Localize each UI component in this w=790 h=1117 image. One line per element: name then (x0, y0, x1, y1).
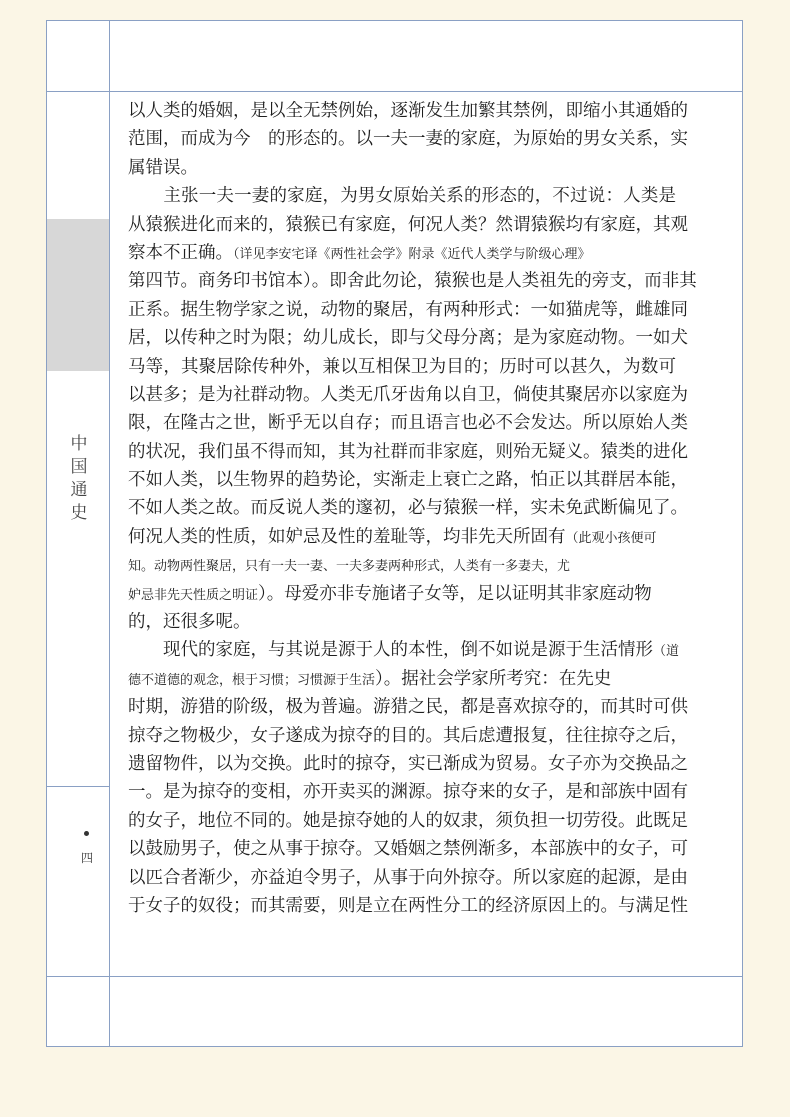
text-line: 于女子的奴役；而其需要，则是立在两性分工的经济原因上的。与满足性 (128, 895, 688, 916)
text-span: 现代的家庭，与其说是源于人的本性，倒不如说是源于生活情形 (128, 640, 653, 661)
text-line: 以匹合者渐少，亦益迫令男子，从事于向外掠夺。所以家庭的起源，是由 (128, 867, 688, 888)
text-line: 不如人类，以生物界的趋势论，实渐走上衰亡之路，怕正以其群居本能， (128, 470, 688, 491)
text-line (128, 665, 676, 693)
margin-rule-2 (47, 786, 109, 787)
book-title-char: 国 (70, 457, 88, 477)
page-number: 四 (80, 851, 93, 865)
text-line: 第四节。商务印书馆本）。即舍此勿论，猿猴也是人类祖先的旁支，而非其 (128, 271, 697, 292)
text-line: 以鼓励男子，使之从事于掠夺。又婚姻之禁例渐多，本部族中的女子，可 (128, 839, 688, 860)
body-text (128, 97, 697, 920)
book-title-char: 史 (70, 503, 88, 523)
text-line: 范围，而成为今 的形态的。以一夫一妻的家庭，为原始的男女关系，实 (128, 129, 688, 150)
text-line: 居，以传种之时为限；幼儿成长，即与父母分离；是为家庭动物。一如犬 (128, 328, 688, 349)
inline-note: 知。动物两性聚居，只有一夫一妻、一夫多妻两种形式，人类 (128, 559, 480, 575)
text-line: 的女子，地位不同的。她是掠夺她的人的奴隶，须负担一切劳役。此既足 (128, 810, 688, 831)
text-line: 属错误。 (128, 157, 198, 178)
chapter-tab (47, 219, 109, 371)
text-line (128, 523, 676, 551)
text-line: 主张一夫一妻的家庭，为男女原始关系的形态的，不过说：人类是 (128, 186, 676, 207)
header-rule (47, 91, 742, 92)
text-line: 马等，其聚居除传种外，兼以互相保卫为目的；历时可以甚久，为数可 (128, 356, 676, 377)
text-line (128, 636, 680, 664)
text-span: 何况人类的性质，如妒忌及性的羞耻等，均非先天所固有 (128, 526, 566, 547)
text-line: 以甚多；是为社群动物。人类无爪牙齿角以自卫，倘使其聚居亦以家庭为 (128, 384, 688, 405)
text-line: 时期，游猎的阶级，极为普遍。游猎之民，都是喜欢掠夺的，而其时可供 (128, 697, 688, 718)
text-line: 掠夺之物极少，女子遂成为掠夺的目的。其后虑遭报复，往往掠夺之后， (128, 725, 688, 746)
inline-note: （详见李安宅译《两性社会学》附录《近代人类学与阶级心理》 (233, 246, 591, 262)
text-span: ）。母爱亦非专施诸子女等，足以证明其非家庭动物 (258, 583, 652, 604)
text-line: 以人类的婚姻，是以全无禁例始，逐渐发生加繁其禁例，即缩小其通婚的 (128, 101, 688, 121)
text-span: 察本不正确。 (128, 242, 233, 263)
text-span: ）。据社会学家所考究：在先史 (375, 668, 612, 689)
book-title-char: 通 (70, 480, 88, 500)
text-line (128, 551, 676, 579)
inline-note: 有一多妻夫，尤 (479, 559, 571, 575)
page-dot (84, 831, 89, 836)
inline-note: 德不道德的观念，根于习惯；习惯源于生活 (128, 672, 376, 688)
text-line: 遗留物件，以为交换。此时的掠夺，实已渐成为贸易。女子亦为交换品之 (128, 753, 688, 774)
text-line: 正系。据生物学家之说，动物的聚居，有两种形式：一如猫虎等，雌雄同 (128, 299, 688, 320)
inline-note: 妒忌非先天性质之明证 (128, 587, 259, 603)
text-line: 不如人类之故。而反说人类的邃初，必与猿猴一样，实未免武断偏见了。 (128, 498, 688, 519)
text-line: 的，还很多呢。 (128, 612, 251, 633)
text-line (128, 239, 676, 267)
book-title-vertical (69, 433, 89, 525)
text-line (128, 580, 676, 608)
text-line: 一。是为掠夺的变相，亦开卖买的渊源。掠夺来的女子，是和部族中固有 (128, 782, 688, 803)
inline-note: （道 (653, 644, 680, 660)
book-title-char: 中 (70, 434, 88, 454)
text-line: 从猿猴进化而来的，猿猴已有家庭，何况人类？然谓猿猴均有家庭，其观 (128, 214, 688, 235)
text-line: 的状况，我们虽不得而知，其为社群而非家庭，则殆无疑义。猿类的进化 (128, 441, 688, 462)
text-line: 限，在隆古之世，断乎无以自存；而且语言也必不会发达。所以原始人类 (128, 413, 688, 434)
margin-divider (109, 21, 110, 1046)
inline-note: （此观小孩便可 (565, 530, 657, 546)
footer-rule (47, 976, 742, 977)
